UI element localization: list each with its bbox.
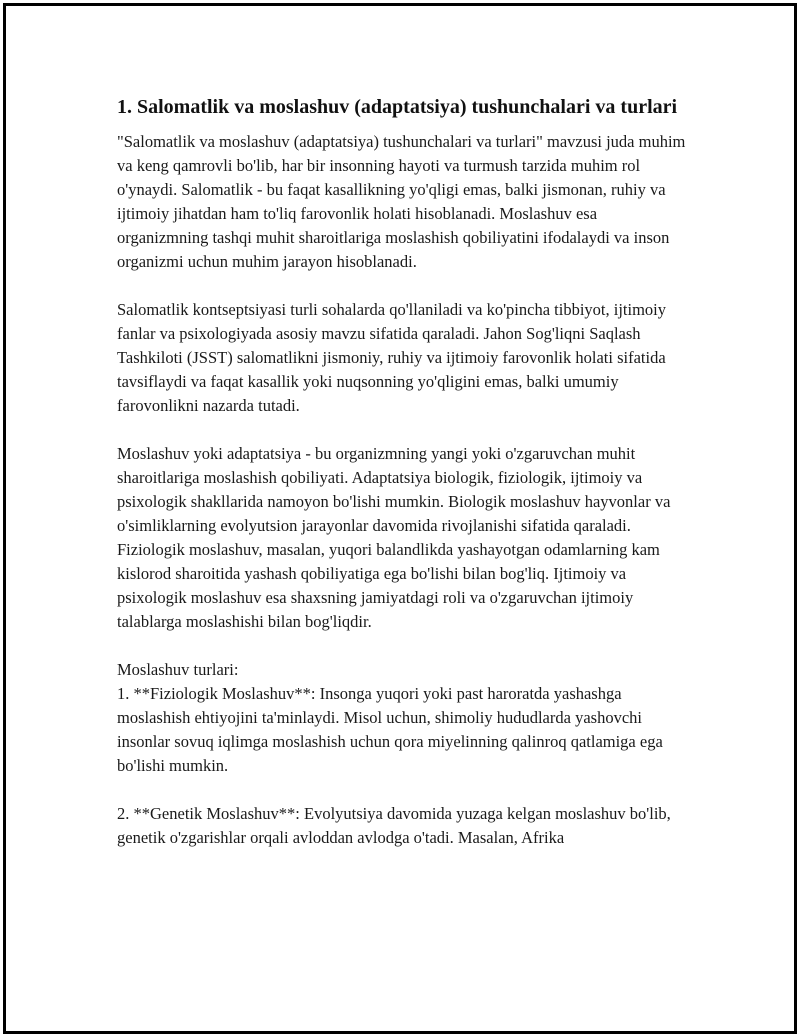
paragraph-intro: "Salomatlik va moslashuv (adaptatsiya) tushunchalari va turlari" mavzusi juda muhim va keng qamrovli bo'lib, har bir insonning hayoti va turmush tarzida muhim rol o'ynaydi. Salomatlik - bu faqat kasallikning yo'qligi emas, balki jismonan, ruhiy va ijtimoiy jihatdan ham to'liq farovonlik holati hisoblanadi. Moslashuv esa organizmning tashqi muhit sharoitlariga moslashish qobiliyatini ifodalaydi va inson organizmi uchun muhim jarayon hisoblanadi. — [117, 132, 686, 271]
document-body — [117, 93, 692, 874]
paragraph-health-concept: Salomatlik kontseptsiyasi turli sohalarda qo'llaniladi va ko'pincha tibbiyot, ijtimoiy fanlar va psixologiyada asosiy mavzu sifatida qaraladi. Jahon Sog'liqni Saqlash Tashkiloti (JSST) salomatlikni jismoniy, ruhiy va ijtimoiy farovonlik holati sifatida tavsiflaydi va faqat kasallik yoki nuqsonning yo'qligini emas, balki umumiy farovonlikni nazarda tutadi. — [117, 300, 666, 415]
list-heading: Moslashuv turlari: — [117, 660, 239, 679]
list-item-physiological: 1. **Fiziologik Moslashuv**: Insonga yuqori yoki past haroratda yashashga moslashish ehtiyojini ta'minlaydi. Misol uchun, shimoliy hududlarda yashovchi insonlar sovuq iqlimga moslashish uchun qora miyelinning qalinroq qatlamiga ega bo'lishi mumkin. — [117, 684, 663, 775]
list-item-genetic: 2. **Genetik Moslashuv**: Evolyutsiya davomida yuzaga kelgan moslashuv bo'lib, genetik o'zgarishlar orqali avloddan avlodga o'tadi. Masalan, Afrika — [117, 804, 671, 847]
paragraph-adaptation: Moslashuv yoki adaptatsiya - bu organizmning yangi yoki o'zgaruvchan muhit sharoitlariga moslashish qobiliyati. Adaptatsiya biologik, fiziologik, ijtimoiy va psixologik shakllarida namoyon bo'lishi mumkin. Biologik moslashuv hayvonlar va o'simliklarning evolyutsion jarayonlar davomida rivojlanishi sifatida qaraladi. Fiziologik moslashuv, masalan, yuqori balandlikda yashayotgan odamlarning kam kislorod sharoitida yashash qobiliyatiga ega bo'lishi bilan bog'liq. Ijtimoiy va psixologik moslashuv esa shaxsning jamiyatdagi roli va o'zgaruvchan ijtimoiy talablarga moslashishi bilan bog'liqdir. — [117, 444, 671, 631]
document-title: 1. Salomatlik va moslashuv (adaptatsiya) tushunchalari va turlari — [117, 96, 678, 118]
